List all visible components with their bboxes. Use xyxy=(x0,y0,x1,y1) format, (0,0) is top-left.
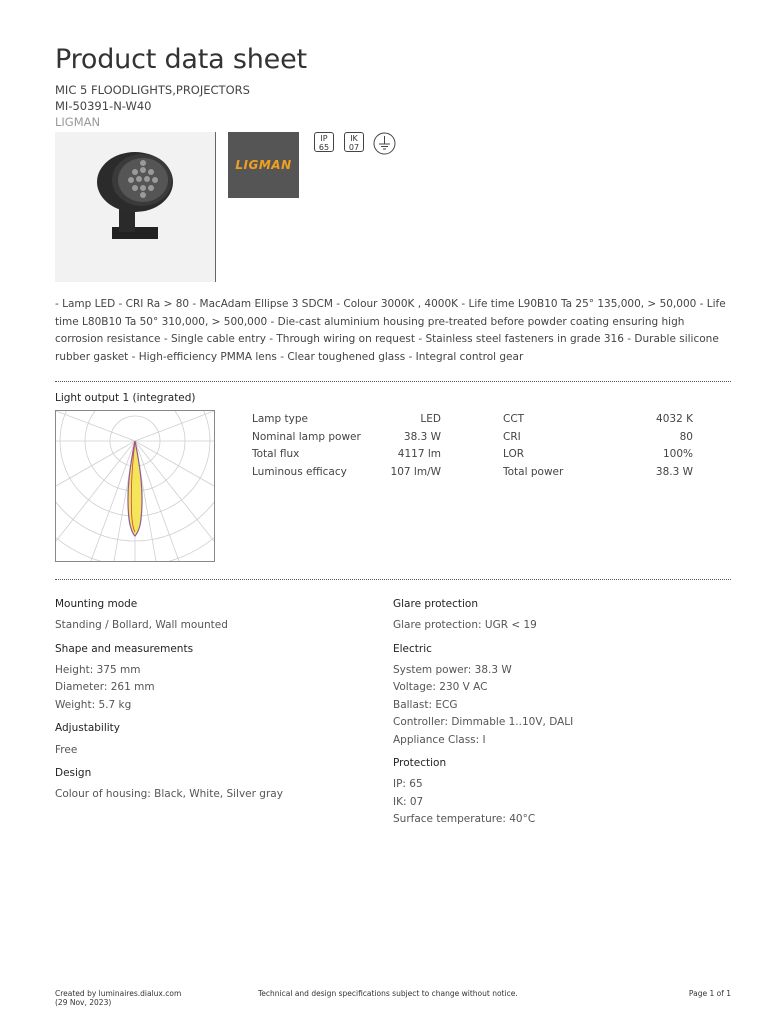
ip-text: IP: 65 xyxy=(393,778,423,790)
protection-title: Protection xyxy=(393,757,447,769)
spec-row-total-flux xyxy=(252,446,441,464)
spec-label: Luminous efficacy xyxy=(252,465,347,478)
spec-label: Lamp type xyxy=(252,413,308,425)
light-specs-left xyxy=(252,411,441,481)
glare-title: Glare protection xyxy=(393,598,479,610)
shape-title: Shape and measurements xyxy=(55,643,194,655)
brand-logo-text: LIGMAN xyxy=(235,158,292,172)
system-power-text: System power: 38.3 W xyxy=(393,664,512,676)
spec-row-cct xyxy=(503,411,693,429)
brand-name: LIGMAN xyxy=(55,115,101,129)
light-output-heading: Light output 1 (integrated) xyxy=(55,392,196,404)
height-text: Height: 375 mm xyxy=(55,664,141,676)
ballast-text: Ballast: ECG xyxy=(393,699,458,711)
electric-title: Electric xyxy=(393,643,432,655)
spec-value: LED xyxy=(420,413,441,425)
spec-row-lor xyxy=(503,446,693,464)
design-text: Colour of housing: Black, White, Silver gray xyxy=(55,788,283,800)
design-title: Design xyxy=(55,767,92,779)
light-specs-right xyxy=(503,411,693,481)
voltage-text: Voltage: 230 V AC xyxy=(393,681,488,693)
spec-value: 4032 K xyxy=(656,413,693,425)
ip-badge xyxy=(314,132,334,152)
spec-value: 38.3 W xyxy=(403,430,441,443)
spec-value: 80 xyxy=(679,430,693,443)
spec-row-efficacy xyxy=(252,464,441,482)
spec-value: 107 lm/W xyxy=(390,465,441,478)
spec-row-total-power xyxy=(503,464,693,482)
adjustability-title: Adjustability xyxy=(55,722,121,734)
divider xyxy=(55,381,731,382)
mounting-mode-title: Mounting mode xyxy=(55,598,138,610)
page-number: Page 1 of 1 xyxy=(688,989,731,998)
spec-row-nominal-power xyxy=(252,429,441,447)
spec-label: Total power xyxy=(503,465,564,478)
ik-badge-label: IK xyxy=(350,134,358,143)
controller-text: Controller: Dimmable 1..10V, DALI xyxy=(393,716,574,728)
footer-notice: Technical and design specifications subject to change without notice. xyxy=(258,989,518,998)
surface-temp-text: Surface temperature: 40°C xyxy=(393,813,536,825)
spec-row-lamp-type xyxy=(252,411,441,429)
diameter-text: Diameter: 261 mm xyxy=(55,681,155,693)
spec-value: 4117 lm xyxy=(397,448,441,460)
ik-text: IK: 07 xyxy=(393,796,424,808)
brand-logo xyxy=(228,132,299,198)
appliance-class-text: Appliance Class: I xyxy=(393,734,486,746)
spec-value: 100% xyxy=(662,448,693,460)
polar-diagram xyxy=(55,410,215,562)
ik-badge-value: 07 xyxy=(348,143,360,152)
footer-created: Created by luminaires.dialux.com xyxy=(55,989,182,998)
spec-row-cri xyxy=(503,429,693,447)
product-category: MIC 5 FLOODLIGHTS,PROJECTORS xyxy=(55,83,250,97)
spec-label: Total flux xyxy=(252,448,300,460)
footer-date: (29 Nov, 2023) xyxy=(55,998,112,1007)
weight-text: Weight: 5.7 kg xyxy=(55,699,132,711)
earth-class-icon xyxy=(373,132,396,155)
article-number: MI-50391-N-W40 xyxy=(55,99,152,113)
adjustability-text: Free xyxy=(55,744,78,756)
spec-label: CRI xyxy=(503,430,521,443)
product-image xyxy=(55,132,216,282)
mounting-mode-text: Standing / Bollard, Wall mounted xyxy=(55,619,228,631)
page-title: Product data sheet xyxy=(55,44,307,75)
spec-label: CCT xyxy=(503,413,525,425)
spec-label: LOR xyxy=(503,448,525,460)
ip-badge-value: 65 xyxy=(318,143,330,152)
divider xyxy=(55,579,731,580)
ik-badge xyxy=(344,132,364,152)
spec-value: 38.3 W xyxy=(655,465,693,478)
glare-text: Glare protection: UGR < 19 xyxy=(393,619,537,631)
ip-badge-label: IP xyxy=(320,134,328,143)
product-description: - Lamp LED - CRI Ra > 80 - MacAdam Ellipse 3 SDCM - Colour 3000K , 4000K - Life time L90B10 Ta 25° 135,000, > 50,000 - Life time L80B10 Ta 50° 310,000, > 500,000 - Die-cast aluminium housing pre-treated before powder coating ensuring high corrosion resistance - Single cable entry - Through wiring on request - Stainless steel fasteners in grade 316 - Durable silicone rubber gasket - High-efficiency PMMA lens - Clear toughened glass - Integral control gear xyxy=(55,298,726,363)
floodlight-icon xyxy=(55,132,215,282)
spec-label: Nominal lamp power xyxy=(252,430,361,443)
